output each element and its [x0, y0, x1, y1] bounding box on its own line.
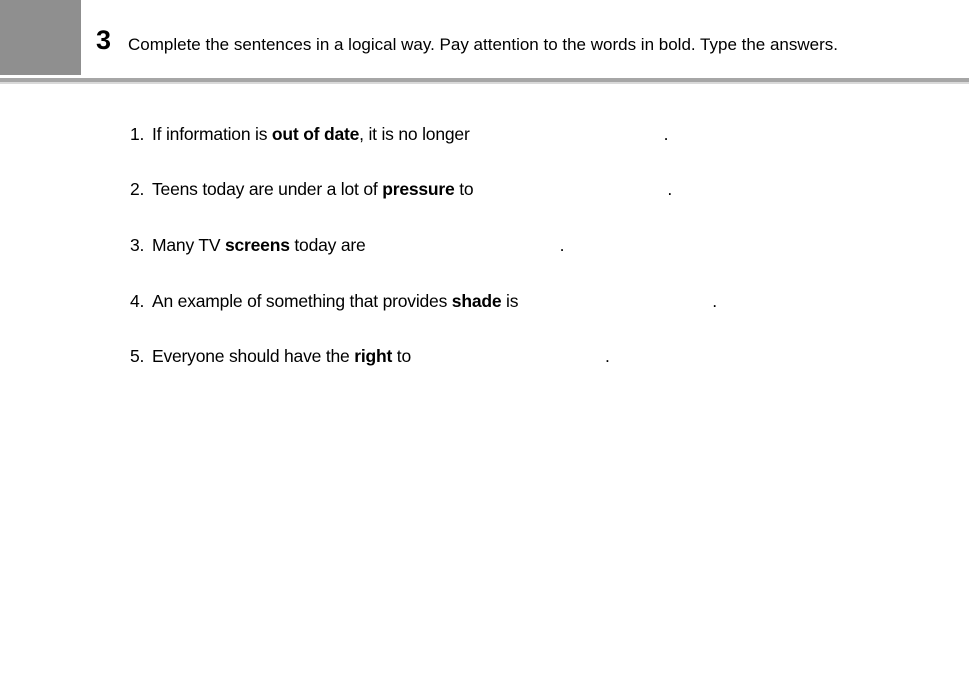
sentence-text-before: Teens today are under a lot of [152, 179, 383, 199]
sentence-period: . [663, 124, 669, 144]
sentence-text-after: to [454, 179, 474, 199]
sentence-2 [130, 177, 672, 201]
sentence-text-before: If information is [152, 124, 272, 144]
answer-input-5[interactable] [415, 348, 605, 368]
sentence-text-before: Everyone should have the [152, 346, 355, 366]
answer-input-1[interactable] [474, 126, 664, 146]
sentence-number: 1. [130, 124, 145, 144]
answer-input-4[interactable] [522, 293, 712, 313]
sentence-text-after: is [501, 291, 519, 311]
header-divider-shadow [0, 82, 969, 84]
sentence-period: . [604, 346, 610, 366]
sentence-4 [130, 289, 717, 313]
exercise-number: 3 [96, 25, 112, 55]
sentence-number: 4. [130, 291, 145, 311]
answer-input-2[interactable] [477, 181, 667, 201]
sentence-text-before: An example of something that provides [152, 291, 452, 311]
sentence-period: . [667, 179, 673, 199]
sentence-period: . [559, 235, 565, 255]
sentence-text-after: to [392, 346, 411, 366]
sentence-text-after: today are [289, 235, 366, 255]
sentence-text-after: , it is no longer [359, 124, 470, 144]
sentence-number: 5. [130, 346, 145, 366]
exercise-instructions: Complete the sentences in a logical way. Pay attention to the words in bold. Type the answers. [128, 35, 838, 54]
sentence-number: 2. [130, 179, 145, 199]
bold-keyword: right [354, 346, 393, 366]
sentence-3 [130, 233, 564, 257]
bold-keyword: screens [224, 235, 290, 255]
sentence-1 [130, 122, 668, 146]
bold-keyword: out of date [271, 124, 360, 144]
sentence-5 [130, 344, 610, 368]
bold-keyword: shade [451, 291, 502, 311]
answer-input-3[interactable] [370, 237, 560, 257]
bold-keyword: pressure [382, 179, 455, 199]
sentence-number: 3. [130, 235, 145, 255]
header-corner-block [0, 0, 81, 75]
sentence-period: . [712, 291, 717, 311]
sentence-text-before: Many TV [152, 235, 225, 255]
